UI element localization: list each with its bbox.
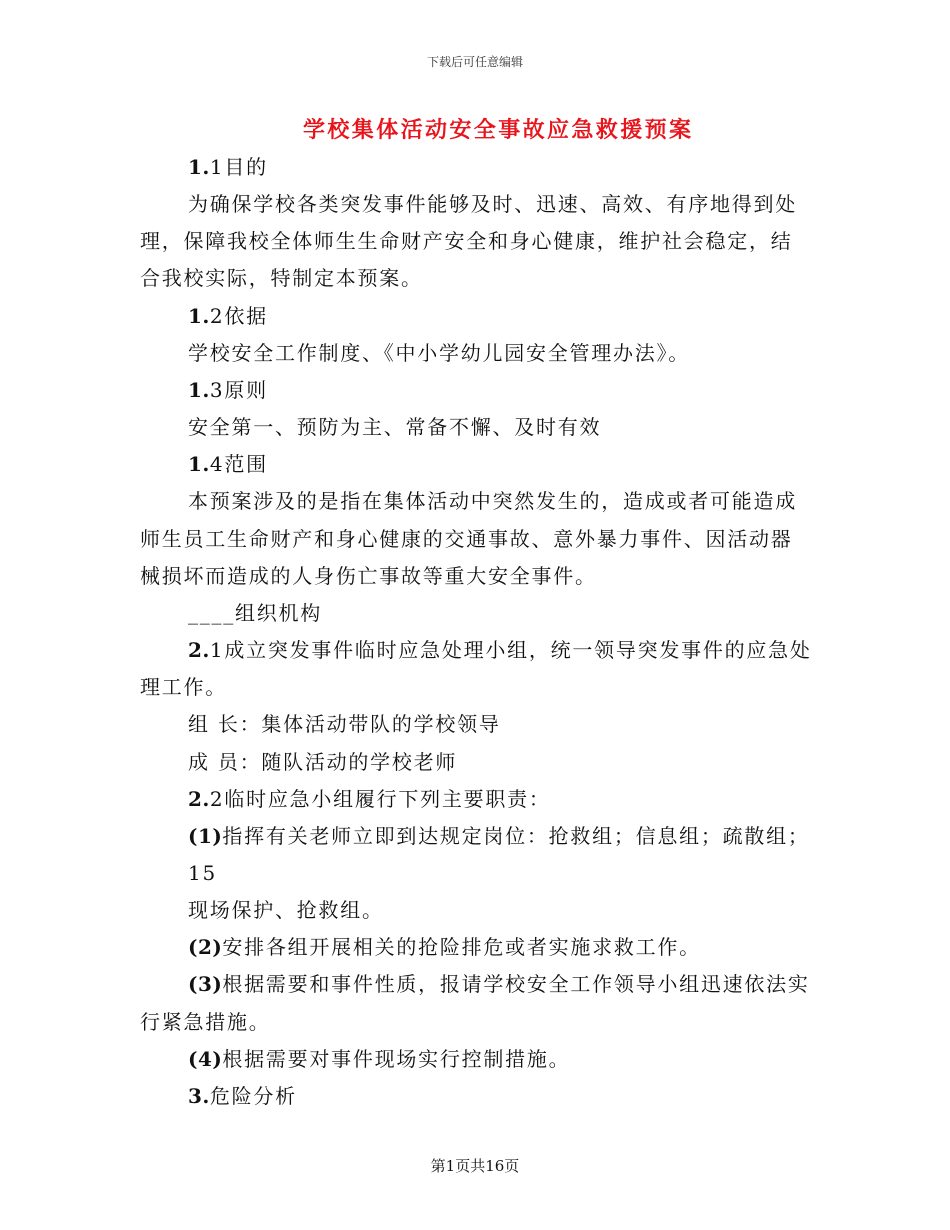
line-text: 3原则 [209,377,268,402]
body-line [140,781,920,818]
body-line: 现场保护、抢救组。 [188,898,384,923]
line-text: 1成立突发事件临时应急处理小组，统一领导突发事件的应急处 [209,638,812,663]
section-number: 3. [188,1083,210,1108]
body-line [140,298,920,335]
section-number: 2. [188,786,210,811]
body-line: 学校安全工作制度、《中小学幼儿园安全管理办法》。 [188,340,690,365]
item-number: (4) [188,1046,223,1071]
body-line [140,818,920,855]
body-line: 组 长：集体活动带队的学校领导 [188,712,501,737]
line-text: 1目的 [209,155,268,179]
document-title: 学校集体活动安全事故应急救援预案 [303,117,694,143]
body-line [140,966,920,1003]
section-number: 2. [188,638,210,663]
line-text: 根据需要和事件性质，报请学校安全工作领导小组迅速依法实 [222,972,810,997]
line-text: 指挥有关老师立即到达规定岗位：抢救组；信息组；疏散组； [222,823,810,848]
body-line: 理，保障我校全体师生生命财产安全和身心健康，维护社会稳定，结 [140,229,793,254]
body-line: 成 员：随队活动的学校老师 [188,749,458,774]
line-text: 4范围 [209,452,268,477]
item-number: (1) [188,823,223,848]
body-line [140,1041,920,1078]
body-line: 安全第一、预防为主、常备不懈、及时有效 [188,415,602,440]
body-line [140,446,920,483]
line-text: 危险分析 [209,1083,297,1108]
item-number: (3) [188,972,223,997]
body-line: 15 [188,860,217,885]
section-number: 1. [188,377,210,402]
body-line [140,149,920,186]
body-line: ____组织机构 [188,600,322,625]
body-line [140,929,920,966]
body-line [140,372,920,409]
body-line: 械损坏而造成的人身伤亡事故等重大安全事件。 [140,563,597,588]
page-header-note: 下载后可任意编辑 [426,55,523,69]
body-line: 本预案涉及的是指在集体活动中突然发生的，造成或者可能造成 [188,489,797,514]
body-line: 合我校实际，特制定本预案。 [140,266,423,291]
section-number: 1. [188,303,210,328]
line-text: 2依据 [209,303,268,328]
item-number: (2) [188,935,223,960]
line-text: 安排各组开展相关的抢险排危或者实施求救工作。 [222,935,701,960]
line-text: 根据需要对事件现场实行控制措施。 [222,1046,571,1071]
body-line: 理工作。 [140,675,227,700]
page-number-footer: 第1页共16页 [430,1157,520,1175]
body-line [140,632,920,669]
document-body [140,149,920,1115]
section-number: 1. [188,155,210,179]
body-line: 为确保学校各类突发事件能够及时、迅速、高效、有序地得到处 [188,192,797,217]
body-line: 行紧急措施。 [140,1009,271,1034]
line-text: 2临时应急小组履行下列主要职责： [209,786,551,811]
body-line: 师生员工生命财产和身心健康的交通事故、意外暴力事件、因活动器 [140,526,793,551]
body-line [140,1078,920,1115]
section-number: 1. [188,452,210,477]
